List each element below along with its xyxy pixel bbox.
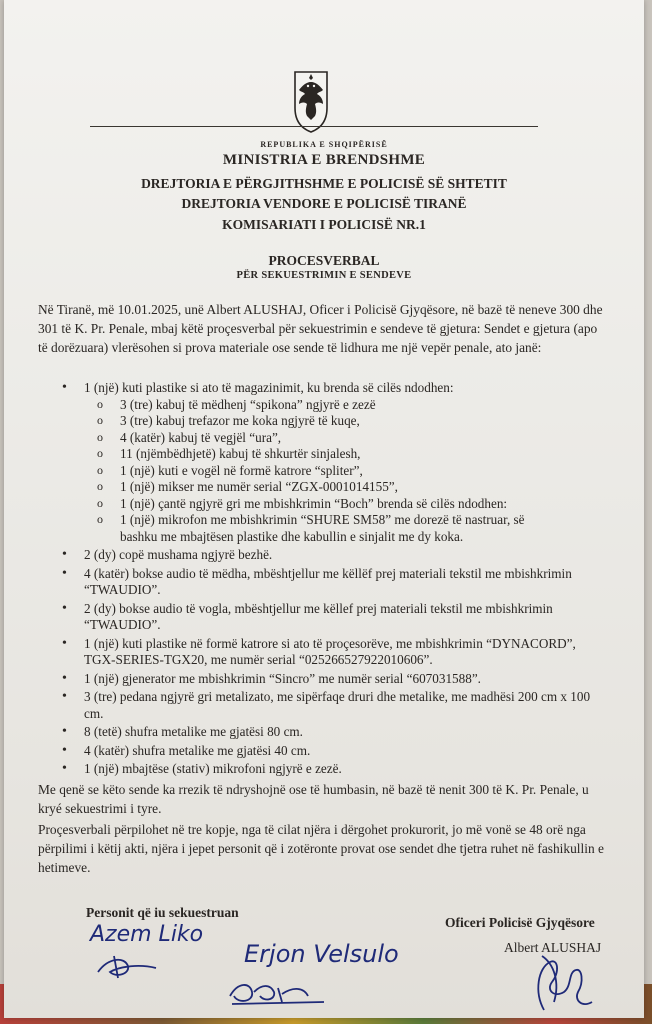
header-rule	[90, 126, 538, 127]
document-page	[4, 0, 644, 1018]
list-item: • 1 (një) gjenerator me mbishkrimin “Sincro” me numër serial “607031588”.	[62, 671, 607, 688]
sub-list-item: o 1 (një) kuti e vogël në formë katrore “spliter”,	[84, 463, 607, 480]
document-subtitle: PËR SEKUESTRIMIN E SENDEVE	[236, 270, 412, 281]
list-item-text: 1 (një) kuti plastike si ato të magazinimit, ku brenda së cilës ndodhen:	[84, 380, 454, 395]
list-item: • 2 (dy) copë mushama ngjyrë bezhë.	[62, 547, 607, 564]
list-item: • 1 (një) mbajtëse (stativ) mikrofoni ngjyrë e zezë.	[62, 761, 607, 778]
list-item: • 4 (katër) bokse audio të mëdha, mbështjellur me këllëf prej materiali tekstil me mbishkrimin “TWAUDIO”.	[62, 566, 607, 599]
sub-list-item: o 3 (tre) kabuj trefazor me koka ngjyrë të kuqe,	[84, 413, 607, 430]
document-title: PROCESVERBAL	[268, 253, 380, 268]
directorate-general-heading: DREJTORIA E PËRGJITHSHME E POLICISË SË SHTETIT	[141, 176, 507, 191]
list-item: • 4 (katër) shufra metalike me gjatësi 40 cm.	[62, 743, 607, 760]
sub-list-continuation: bashku me mbajtësen plastike dhe kabullin e sinjalit me dy koka.	[120, 528, 464, 544]
commissariat-heading: KOMISARIATI I POLICISË NR.1	[222, 217, 426, 232]
signature-mark	[224, 974, 334, 1008]
closing-paragraph: Proçesverbali përpilohet në tre kopje, nga të cilat njëra i dërgohet prokurorit, jo më vonë se 48 orë nga përpilimi i këtij akti, njëra i jepet personit që i zotëronte provat ose sendet dhe tjetra ruhet në fashikullin e hetimeve.	[38, 822, 604, 875]
list-item: • 1 (një) kuti plastike në formë katrore si ato të proçesorëve, me mbishkrimin “DYNACORD”, TGX-SERIES-TGX20, me numër serial “025266527922010606”.	[62, 636, 607, 669]
officer-title: Oficeri Policisë Gjyqësore	[445, 915, 595, 930]
officer-signature	[524, 952, 604, 1016]
ministry-heading: MINISTRIA E BRENDSHME	[222, 152, 426, 168]
closing-paragraph: Me qenë se këto sende ka rrezik të ndryshojnë ose të humbasin, në bazë të nenit 300 të K. Pr. Penale, u kryé sekuestrimi i tyre.	[38, 782, 589, 816]
signature-mark	[94, 948, 164, 984]
sub-list-item: o 1 (një) mikser me numër serial “ZGX-0001014155”,	[84, 479, 607, 496]
sub-list-item: o 4 (katër) kabuj të vegjël “ura”,	[84, 430, 607, 447]
list-item: • 3 (tre) pedana ngjyrë gri metalizato, me sipërfaqe druri dhe metalike, me madhësi 200 cm x 100 cm.	[62, 689, 607, 722]
items-list	[62, 380, 607, 780]
sub-list-item: o 11 (njëmbëdhjetë) kabuj të shkurtër sinjalesh,	[84, 446, 607, 463]
list-item	[62, 380, 607, 545]
intro-paragraph: Në Tiranë, më 10.01.2025, unë Albert ALUSHAJ, Oficer i Policisë Gjyqësore, në bazë të neneve 300 dhe 301 të K. Pr. Penale, mbaj këtë proçesverbal për sekuestrimin e sendeve të gjetura: Sendet e gjetura (apo të dorëzuara) vlerësohen si prova materiale ose sende të lidhura me një vepër penale, ato janë:	[38, 302, 603, 355]
sub-list-item: o 1 (një) mikrofon me mbishkrimin “SHURE SM58” me dorezë të nastruar, së	[84, 512, 607, 529]
list-item: • 8 (tetë) shufra metalike me gjatësi 80 cm.	[62, 724, 607, 741]
coat-of-arms-icon	[293, 68, 329, 134]
handwritten-name: Azem Liko	[90, 922, 204, 947]
closing-section	[38, 780, 610, 879]
handwritten-name: Erjon Velsulo	[244, 940, 399, 968]
republic-heading: REPUBLIKA E SHQIPËRISË	[260, 140, 388, 149]
sub-list-item: o 1 (një) çantë ngjyrë gri me mbishkrimin “Boch” brenda së cilës ndodhen:	[84, 496, 607, 513]
officer-name: Albert ALUSHAJ	[504, 940, 602, 955]
list-item: • 2 (dy) bokse audio të vogla, mbështjellur me këllef prej materiali tekstil me mbishkrimin “TWAUDIO”.	[62, 601, 607, 634]
directorate-local-heading: DREJTORIA VENDORE E POLICISË TIRANË	[181, 196, 467, 211]
sub-list-item: o 3 (tre) kabuj të mëdhenj “spikona” ngjyrë e zezë	[84, 397, 607, 414]
seized-person-label: Personit që iu sekuestruan	[86, 905, 239, 920]
sub-items-list	[84, 397, 607, 529]
